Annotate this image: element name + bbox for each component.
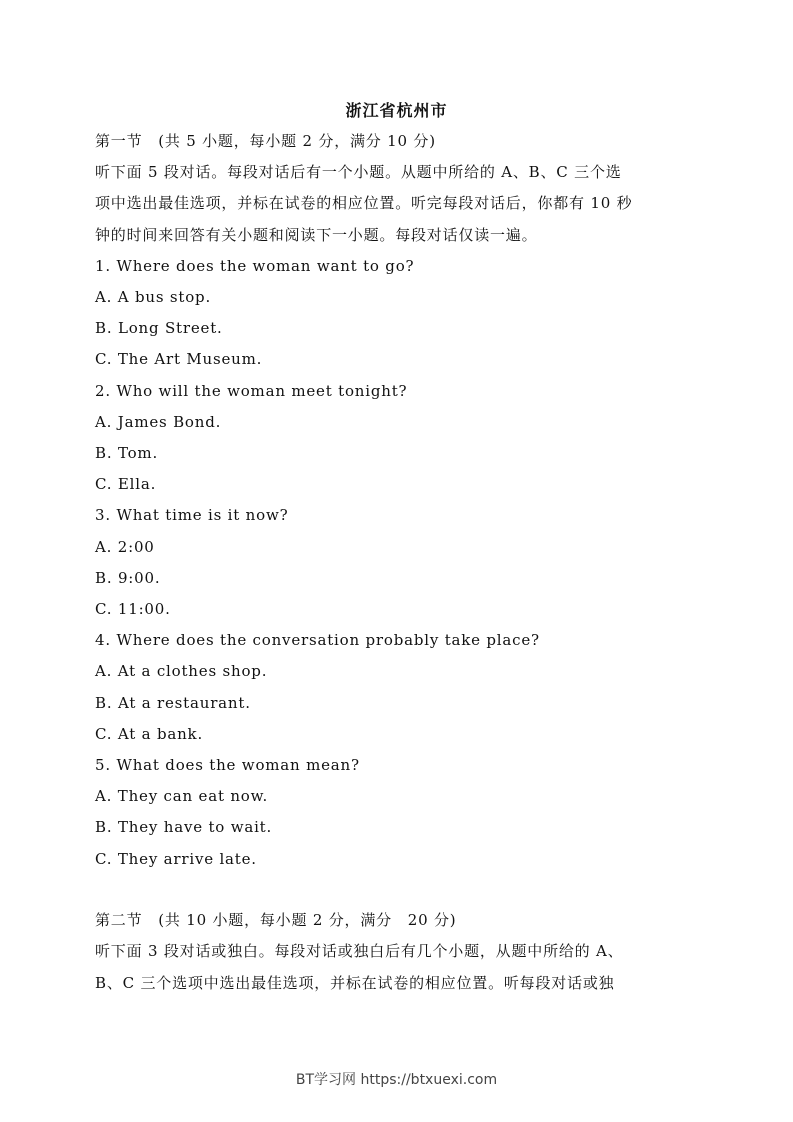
question-2-option-c: C. Ella. [95, 475, 157, 493]
question-3: 3. What time is it now? [95, 506, 289, 524]
section1-heading: 第一节 (共 5 小题，每小题 2 分，满分 10 分) [95, 132, 436, 150]
question-2-option-b: B. Tom. [95, 444, 159, 462]
question-2-option-a: A. James Bond. [95, 413, 222, 431]
footer-watermark: BT学习网 https://btxuexi.com [295, 1072, 498, 1088]
question-1-option-b: B. Long Street. [95, 319, 223, 337]
section1-instruction-line: 钟的时间来回答有关小题和阅读下一小题。每段对话仅读一遍。 [95, 226, 538, 244]
question-1: 1. Where does the woman want to go? [95, 257, 415, 275]
page-title: 浙江省杭州市 [345, 101, 448, 120]
question-1-option-a: A. A bus stop. [95, 288, 212, 306]
question-4-option-b: B. At a restaurant. [95, 694, 251, 712]
section2-instruction-line: 听下面 3 段对话或独白。每段对话或独白后有几个小题，从题中所给的 A、 [95, 942, 624, 960]
question-2: 2. Who will the woman meet tonight? [95, 382, 408, 400]
section1-instruction-line: 听下面 5 段对话。每段对话后有一个小题。从题中所给的 A、B、C 三个选 [95, 163, 622, 181]
question-5-option-b: B. They have to wait. [95, 818, 273, 836]
question-3-option-a: A. 2:00 [95, 538, 155, 556]
section1-instruction-line: 项中选出最佳选项，并标在试卷的相应位置。听完每段对话后，你都有 10 秒 [95, 194, 633, 212]
question-5-option-a: A. They can eat now. [95, 787, 269, 805]
question-1-option-c: C. The Art Museum. [95, 350, 263, 368]
question-3-option-c: C. 11:00. [95, 600, 171, 618]
section2-heading: 第二节 (共 10 小题，每小题 2 分，满分 20 分) [95, 911, 457, 929]
section2-instruction-line: B、C 三个选项中选出最佳选项，并标在试卷的相应位置。听每段对话或独 [95, 974, 615, 992]
question-3-option-b: B. 9:00. [95, 569, 161, 587]
question-5-option-c: C. They arrive late. [95, 850, 257, 868]
question-4: 4. Where does the conversation probably take place? [95, 631, 540, 649]
question-4-option-c: C. At a bank. [95, 725, 204, 743]
question-5: 5. What does the woman mean? [95, 756, 360, 774]
question-4-option-a: A. At a clothes shop. [95, 662, 268, 680]
